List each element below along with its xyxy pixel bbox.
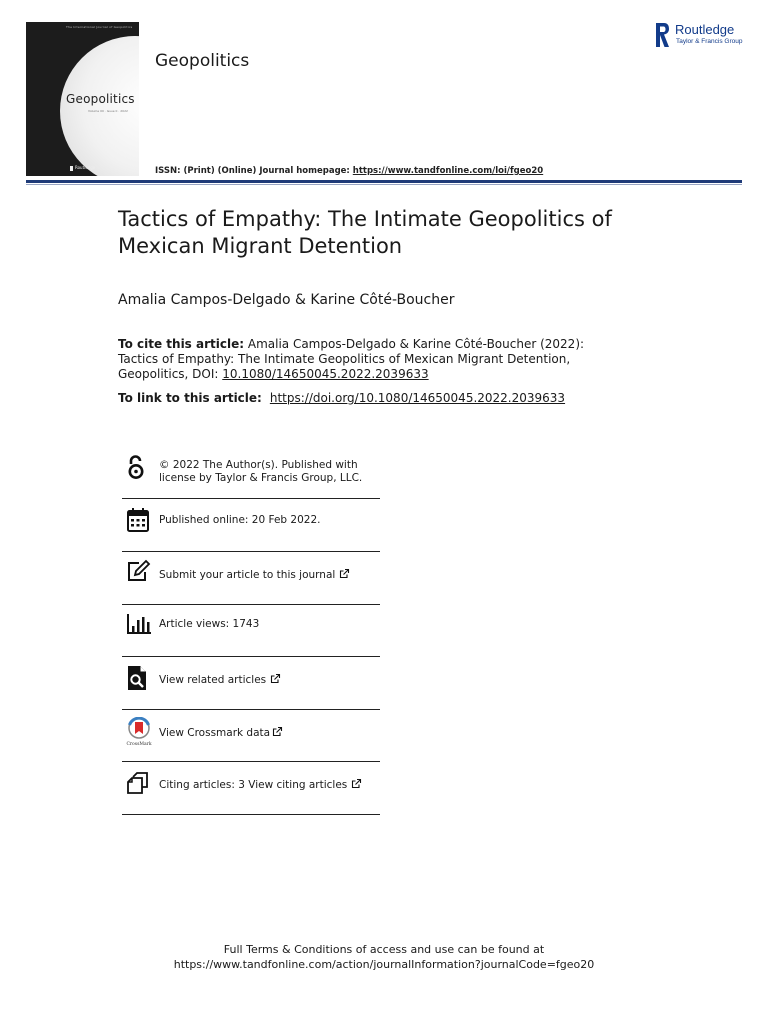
submit-article-link[interactable] [159, 568, 350, 582]
article-authors: Amalia Campos-Delgado & Karine Côté-Boucher [118, 292, 455, 308]
header-divider [26, 180, 742, 183]
external-link-icon [351, 778, 362, 789]
cite-label: To cite this article: [118, 337, 245, 351]
license-row [122, 446, 380, 499]
submit-row[interactable] [122, 552, 380, 605]
cite-text: Amalia Campos-Delgado & Karine Côté-Boucher (2022): Tactics of Empathy: The Intimate Geopolitics of Mexican Migrant Detention, Geopolitics, DOI: [118, 337, 585, 381]
bar-chart-icon [126, 612, 152, 636]
article-views: Article views: 1743 [159, 618, 260, 630]
external-link-icon [270, 673, 281, 684]
routledge-logo[interactable] [654, 22, 754, 50]
crossmark-icon [126, 717, 154, 747]
cover-title: Geopolitics [66, 92, 135, 106]
routledge-r-icon [654, 22, 670, 48]
license-line-1: © 2022 The Author(s). Published with [159, 459, 358, 471]
cover-arc [60, 36, 139, 176]
views-row [122, 605, 380, 657]
cover-sub-text: Volume 00 · Issue 0 · 2022 [88, 109, 128, 113]
cover-logo-mark [70, 166, 73, 171]
issn-text: ISSN: (Print) (Online) Journal homepage: [155, 166, 353, 176]
article-link-line [118, 391, 565, 405]
cover-publisher-text: Routledge [75, 165, 96, 170]
related-articles-link[interactable] [159, 673, 281, 687]
calendar-icon [126, 507, 150, 533]
submit-label: Submit your article to this journal [159, 569, 336, 581]
article-info-panel [122, 446, 380, 815]
journal-cover[interactable] [26, 22, 139, 176]
cite-doi-link[interactable]: 10.1080/14650045.2022.2039633 [222, 367, 429, 381]
citing-row[interactable] [122, 762, 380, 815]
cover-top-text: The International Journal of Geopolitics [66, 25, 133, 29]
related-label: View related articles [159, 674, 267, 686]
crossmark-label: View Crossmark data [159, 727, 271, 739]
citing-articles-icon [126, 771, 152, 795]
article-title: Tactics of Empathy: The Intimate Geopolitics of Mexican Migrant Detention [118, 207, 612, 258]
citation-block [118, 337, 618, 382]
edit-icon [126, 559, 152, 583]
cover-publisher-logo [70, 165, 95, 171]
journal-name: Geopolitics [155, 51, 250, 71]
crossmark-link[interactable] [159, 726, 283, 740]
article-doi-link[interactable]: https://doi.org/10.1080/14650045.2022.2039633 [269, 391, 566, 405]
external-link-icon [272, 726, 283, 737]
citing-label: Citing articles: 3 View citing articles [159, 779, 348, 791]
related-row[interactable] [122, 657, 380, 710]
citing-articles-link[interactable] [159, 778, 362, 792]
search-document-icon [126, 665, 148, 691]
crossmark-row[interactable] [122, 710, 380, 762]
footer-line-1: Full Terms & Conditions of access and use can be found at [223, 943, 545, 956]
publisher-group: Taylor & Francis Group [676, 38, 743, 45]
external-link-icon [339, 568, 350, 579]
open-access-icon [126, 454, 146, 480]
link-label: To link to this article: [118, 391, 267, 405]
issn-line [155, 166, 543, 176]
journal-homepage-link[interactable]: https://www.tandfonline.com/loi/fgeo20 [352, 166, 544, 176]
license-text [159, 459, 362, 484]
license-line-2: license by Taylor & Francis Group, LLC. [159, 471, 363, 484]
published-date: Published online: 20 Feb 2022. [159, 514, 321, 526]
footer-terms-link[interactable]: https://www.tandfonline.com/action/journalInformation?journalCode=fgeo20 [173, 958, 595, 971]
header-divider-thin [26, 184, 742, 185]
footer-terms [0, 942, 768, 972]
crossmark-badge-text: CrossMark [126, 742, 152, 747]
publisher-name: Routledge [675, 22, 735, 37]
published-row [122, 499, 380, 552]
